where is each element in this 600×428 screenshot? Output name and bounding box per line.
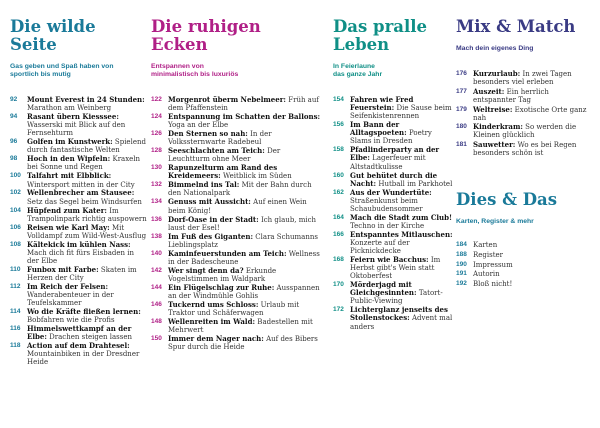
page-number: 146	[151, 300, 162, 308]
entry-description: Mit der Bahn durch den Nationalpark	[168, 181, 312, 198]
toc-entry	[333, 189, 453, 213]
entry-description: Ausspannen an der Windmühle Gohlis	[168, 283, 320, 300]
column-mix-and-match	[456, 18, 594, 290]
entry-text	[168, 147, 324, 163]
toc-entry	[10, 342, 148, 366]
entry-description: Wellness in der Badescheune	[168, 249, 320, 266]
entry-text	[350, 189, 453, 213]
toc-entry	[10, 155, 148, 171]
toc-entry	[456, 261, 594, 269]
entry-title: Kältekick im kühlen Nass:	[27, 239, 131, 249]
entry-text	[27, 138, 148, 154]
entry-text	[27, 342, 148, 366]
entry-title: Pfadlinderparty an der Elbe:	[350, 145, 440, 163]
entry-title: Morgenrot überm Nebelmeer:	[168, 95, 286, 104]
entry-description: Exotische Orte ganz nah	[473, 105, 587, 122]
page-number: 106	[10, 223, 21, 231]
entry-title: Feiern wie Bacchus:	[350, 255, 429, 265]
entry-title: Aus der Wundertüte:	[350, 187, 432, 197]
entry-title: Golfen im Kunstwerk:	[27, 137, 113, 147]
entry-list	[456, 241, 594, 288]
toc-entry	[333, 121, 453, 145]
page-number: 118	[10, 342, 21, 350]
page-number: 126	[151, 130, 162, 138]
entry-description: Bloß nicht!	[473, 280, 513, 289]
entry-title: Kinderkram:	[473, 122, 523, 132]
entry-description: Impressum	[473, 260, 513, 269]
page-number: 158	[333, 146, 344, 154]
page-number: 94	[10, 113, 18, 121]
column-die-ruhigen-ecken	[151, 18, 324, 352]
toc-entry	[151, 164, 324, 180]
entry-description: Drachen steigen lassen	[49, 333, 132, 342]
entry-text	[473, 106, 594, 122]
entry-text	[27, 283, 148, 307]
page-number: 144	[151, 283, 162, 291]
toc-entry	[333, 281, 453, 305]
toc-entry	[333, 306, 453, 330]
entry-title: Wellenreiten im Wald:	[168, 317, 256, 327]
entry-title: Sauwetter:	[473, 140, 516, 150]
page-number: 134	[151, 198, 162, 206]
entry-text	[168, 250, 324, 266]
entry-title: Seeschlachten am Teich:	[168, 146, 265, 156]
entry-text	[473, 88, 594, 104]
entry-title: Rasant übern Kiesssee:	[27, 112, 119, 122]
entry-description: Advent mal anders	[350, 314, 453, 331]
page-number: 102	[10, 189, 21, 197]
page-number: 179	[456, 105, 467, 113]
entry-text	[350, 256, 453, 280]
entry-text	[473, 270, 594, 278]
entry-description: Auf einen Wein beim König!	[168, 198, 307, 215]
toc-entry	[151, 216, 324, 232]
page-number: 108	[10, 240, 21, 248]
toc-entry	[151, 318, 324, 334]
entry-title: Den Sternen so nah:	[168, 129, 248, 139]
toc-entry	[151, 267, 324, 283]
entry-title: Wer singt denn da?	[168, 265, 244, 275]
entry-description: Straßenkunst beim Schaubudensommer	[350, 196, 423, 213]
entry-text	[350, 172, 453, 188]
page-number: 136	[151, 215, 162, 223]
entry-text	[27, 172, 148, 188]
entry-title: Immer dem Nager nach:	[168, 334, 264, 344]
page-number: 154	[333, 96, 344, 103]
entry-text	[27, 113, 148, 137]
page-number: 170	[333, 281, 344, 289]
section-subtitle: Entspannen von minimalistisch bis luxuriös	[151, 63, 239, 78]
entry-title: Mach die Stadt zum Club!	[350, 212, 453, 222]
section-title: Mix & Match	[456, 17, 576, 36]
entry-description: Im Trampolinpark richtig auspowern	[27, 206, 147, 223]
entry-text	[168, 96, 324, 112]
toc-entry	[10, 325, 148, 341]
page-number: 124	[151, 113, 162, 121]
entry-description: Clara Schumanns Lieblingsplatz	[168, 232, 318, 249]
entry-description: Mach dich fit fürs Eisbaden in der Elbe	[27, 248, 135, 265]
toc-entry	[10, 308, 148, 324]
entry-description: Kraxeln bei Sonne und Regen	[27, 155, 141, 172]
page-number: 156	[333, 121, 344, 129]
entry-title: Im Fuß des Giganten:	[168, 231, 254, 241]
entry-description: Wo es bei Regen besonders schön ist	[473, 141, 577, 158]
toc-entry	[456, 270, 594, 278]
toc-entry	[10, 283, 148, 307]
entry-title: Dorf-Oase in der Stadt:	[168, 214, 259, 224]
entry-text	[473, 251, 594, 259]
entry-text	[27, 266, 148, 282]
entry-title: Funbox mit Farbe:	[27, 264, 99, 274]
entry-text	[168, 181, 324, 197]
entry-text	[168, 113, 324, 129]
page-number: 192	[456, 280, 467, 288]
toc-entry	[10, 189, 148, 205]
entry-title: Genuss mit Aussicht:	[168, 197, 251, 207]
entry-text	[27, 189, 148, 205]
entry-text	[473, 280, 594, 288]
entry-description: Erkunde Vogelstimmen im Waldpark	[168, 266, 277, 283]
page-number: 184	[456, 241, 467, 249]
toc-entry	[151, 96, 324, 112]
section-title: Dies & Das	[456, 190, 558, 210]
page-number: 180	[456, 123, 467, 131]
entry-text	[350, 96, 453, 120]
page-number: 114	[10, 308, 21, 316]
entry-text	[350, 231, 453, 255]
entry-description: Ein herrlich entspannter Tag	[473, 87, 549, 104]
entry-title: Im Reich der Felsen:	[27, 281, 109, 291]
entry-title: Ein Flügelschlag zur Ruhe:	[168, 282, 275, 292]
section-subtitle: In Feierlaune das ganze Jahr	[333, 63, 383, 78]
page-number: 191	[456, 270, 467, 278]
page-number: 172	[333, 306, 344, 314]
entry-text	[168, 301, 324, 317]
entry-description: Ich glaub, mich laust der Esel!	[168, 215, 317, 232]
toc-entry	[456, 141, 594, 157]
entry-title: Lichterglanz jenseits des Stollenstockes:	[350, 305, 448, 323]
entry-text	[168, 216, 324, 232]
section-dies-und-das	[456, 191, 594, 288]
entry-description: Auf des Bibers Spur durch die Heide	[168, 335, 318, 352]
page-number: 130	[151, 164, 162, 172]
entry-text	[350, 146, 453, 170]
entry-text	[27, 325, 148, 341]
entry-description: Marathon am Weinberg	[27, 104, 112, 113]
entry-description: Urlaub mit Traktor und Schäferwagen	[168, 300, 300, 318]
section-title: Die wilde Seite	[10, 17, 96, 54]
page-number: 162	[333, 188, 344, 196]
entry-description: Register	[473, 251, 504, 259]
toc-entry	[456, 106, 594, 122]
page-number: 92	[10, 96, 18, 103]
section-subtitle: Gas geben und Spaß haben von sportlich bis mutig	[10, 63, 114, 78]
toc-entry	[151, 147, 324, 163]
entry-text	[473, 261, 594, 269]
entry-description: Mit Volldampf zum Wild-West-Ausflug	[27, 223, 147, 240]
page-number: 112	[10, 282, 21, 290]
entry-title: Im Bann der Alltagspoeten:	[350, 120, 407, 138]
toc-entry	[151, 198, 324, 214]
section-title: Die ruhigen Ecken	[151, 17, 261, 54]
entry-description: Mountainbiken in der Dresdner Heide	[27, 350, 140, 367]
entry-description: Bobfahren wie die Profis	[27, 316, 115, 325]
entry-text	[473, 241, 594, 249]
entry-title: Mörderjagd mit Gleichgesinnten:	[350, 280, 417, 298]
entry-title: Gut behütet durch die Nacht:	[350, 170, 438, 188]
entry-title: Mount Everest in 24 Stunden:	[27, 95, 145, 104]
page-number: 142	[151, 266, 162, 274]
entry-description: Poetry Slams in Dresden	[350, 129, 432, 146]
toc-entry	[456, 123, 594, 139]
entry-text	[350, 306, 453, 330]
entry-title: Wellenbrecher am Stausee:	[27, 188, 135, 198]
toc-entry	[333, 256, 453, 280]
entry-text	[473, 141, 594, 157]
entry-description: Weitblick im Süden	[223, 172, 292, 181]
toc-entry	[10, 224, 148, 240]
entry-text	[168, 335, 324, 351]
entry-text	[473, 123, 594, 139]
entry-title: Fahren wie Fred Feuerstein:	[350, 95, 414, 113]
toc-entry	[456, 88, 594, 104]
entry-title: Kurzurlaub:	[473, 69, 521, 78]
toc-entry	[456, 280, 594, 288]
page-number: 110	[10, 265, 21, 273]
entry-title: Bimmelnd ins Tal:	[168, 180, 240, 190]
column-die-wilde-seite	[10, 18, 148, 367]
entry-description: Konzerte auf der Picknickdecke	[350, 238, 410, 256]
entry-text	[168, 164, 324, 180]
entry-description: Setz das Segel beim Windsurfen	[27, 197, 142, 206]
entry-description: Der Leuchtturm ohne Meer	[168, 147, 281, 164]
entry-title: Wo die Kräfte fließen lernen:	[27, 307, 141, 317]
toc-entry	[151, 284, 324, 300]
entry-description: Karten	[473, 241, 498, 250]
entry-text	[168, 267, 324, 283]
section-subtitle: Karten, Register & mehr	[456, 218, 534, 226]
entry-description: Wanderabenteuer in der Teufelskammer	[27, 291, 114, 308]
entry-title: Himmelswettkampf an der Elbe:	[27, 324, 132, 342]
entry-text	[350, 121, 453, 145]
toc-entry	[456, 70, 594, 86]
toc-entry	[151, 181, 324, 197]
toc-entry	[333, 214, 453, 230]
entry-text	[27, 207, 148, 223]
entry-text	[168, 284, 324, 300]
entry-list	[10, 96, 148, 367]
toc-entry	[151, 233, 324, 249]
section-title: Das pralle Leben	[333, 17, 427, 54]
toc-entry	[10, 241, 148, 265]
entry-description: Die Sause beim Seifenkistenrennen	[350, 104, 452, 121]
entry-title: Talfahrt mit Elbblick:	[27, 171, 112, 181]
entry-text	[27, 241, 148, 265]
page-number: 160	[333, 171, 344, 179]
entry-description: Früh auf dem Pfaffenstein	[168, 96, 319, 113]
page-number: 96	[10, 138, 18, 146]
entry-text	[27, 155, 148, 171]
page-number: 116	[10, 325, 21, 333]
toc-entry	[333, 146, 453, 170]
entry-list	[456, 70, 594, 157]
entry-title: Auszeit:	[473, 86, 505, 96]
toc-entry	[151, 130, 324, 146]
entry-description: Techno in der Kirche	[350, 221, 425, 230]
entry-description: Tatort-Public-Viewing	[350, 289, 443, 306]
entry-description: Wintersport mitten in der City	[27, 180, 135, 189]
toc-entry	[151, 113, 324, 129]
page-number: 138	[151, 232, 162, 240]
entry-description: Hutball im Parkhotel	[378, 179, 453, 188]
column-das-pralle-leben	[333, 18, 453, 332]
section-subtitle: Mach dein eigenes Ding	[456, 45, 534, 52]
entry-title: Hoch in den Wipfeln:	[27, 154, 111, 164]
entry-description: Yoga an der Elbe	[168, 121, 229, 130]
entry-list	[151, 96, 324, 351]
entry-text	[168, 198, 324, 214]
page-number: 98	[10, 155, 18, 163]
entry-text	[350, 281, 453, 305]
entry-list	[333, 96, 453, 331]
entry-description: Wasserski mit Blick auf den Fernsehturm	[27, 121, 126, 138]
entry-description: In zwei Tagen besonders viel erleben	[473, 70, 572, 87]
page-number: 140	[151, 249, 162, 257]
entry-description: Skaten im Herzen der City	[27, 265, 137, 282]
toc-entry	[333, 172, 453, 188]
toc-entry	[10, 172, 148, 188]
entry-text	[168, 318, 324, 334]
entry-description: Lagerfeuer mit Altstadtkulisse	[350, 154, 426, 171]
entry-title: Tuckernd ums Schloss:	[168, 299, 259, 309]
entry-title: Reisen wie Karl May:	[27, 222, 110, 232]
toc-entry	[10, 266, 148, 282]
page-number: 176	[456, 70, 467, 77]
entry-description: Spielend durch fantastische Welten	[27, 138, 146, 155]
page-number: 122	[151, 96, 162, 103]
entry-text	[27, 308, 148, 324]
page-number: 190	[456, 260, 467, 268]
entry-title: Entspannung im Schatten der Ballons:	[168, 112, 321, 122]
entry-text	[350, 214, 453, 230]
entry-title: Hüpfend zum Kater:	[27, 205, 107, 215]
entry-text	[27, 96, 148, 112]
entry-title: Entspanntes Mitlauschen:	[350, 229, 453, 239]
page-number: 164	[333, 213, 344, 221]
entry-description: Im Herbst gibt's Wein statt Oktoberfest	[350, 256, 441, 281]
page-number: 166	[333, 230, 344, 238]
toc-entry	[333, 96, 453, 120]
entry-title: Rapunzelturm am Rand des Kreidemeers:	[168, 163, 278, 181]
page-number: 100	[10, 172, 21, 180]
entry-description: So werden die Kleinen glücklich	[473, 123, 577, 140]
toc-entry	[151, 250, 324, 266]
entry-title: Action auf dem Drahtesel:	[27, 341, 130, 351]
toc-entry	[10, 138, 148, 154]
entry-description: Autorin	[473, 270, 500, 279]
entry-text	[27, 224, 148, 240]
page-number: 188	[456, 251, 467, 258]
page-number: 128	[151, 147, 162, 155]
entry-text	[168, 233, 324, 249]
toc-entry	[151, 301, 324, 317]
page-number: 181	[456, 141, 467, 149]
entry-title: Weltreise:	[473, 104, 513, 114]
entry-text	[473, 70, 594, 86]
page-number: 168	[333, 256, 344, 264]
page-number: 148	[151, 318, 162, 326]
page-number: 104	[10, 206, 21, 214]
entry-description: Badestellen mit Mehrwert	[168, 318, 313, 335]
page-number: 150	[151, 335, 162, 343]
page-number: 132	[151, 181, 162, 189]
page-number: 177	[456, 87, 467, 95]
toc-entry	[10, 113, 148, 137]
toc-entry	[151, 335, 324, 351]
toc-entry	[456, 251, 594, 259]
entry-title: Kaminfeuerstunden am Teich:	[168, 248, 287, 258]
toc-entry	[456, 241, 594, 249]
toc-entry	[333, 231, 453, 255]
entry-description: In der Volkssternwarte Radebeul	[168, 130, 272, 147]
entry-text	[168, 130, 324, 146]
toc-entry	[10, 96, 148, 112]
toc-entry	[10, 207, 148, 223]
